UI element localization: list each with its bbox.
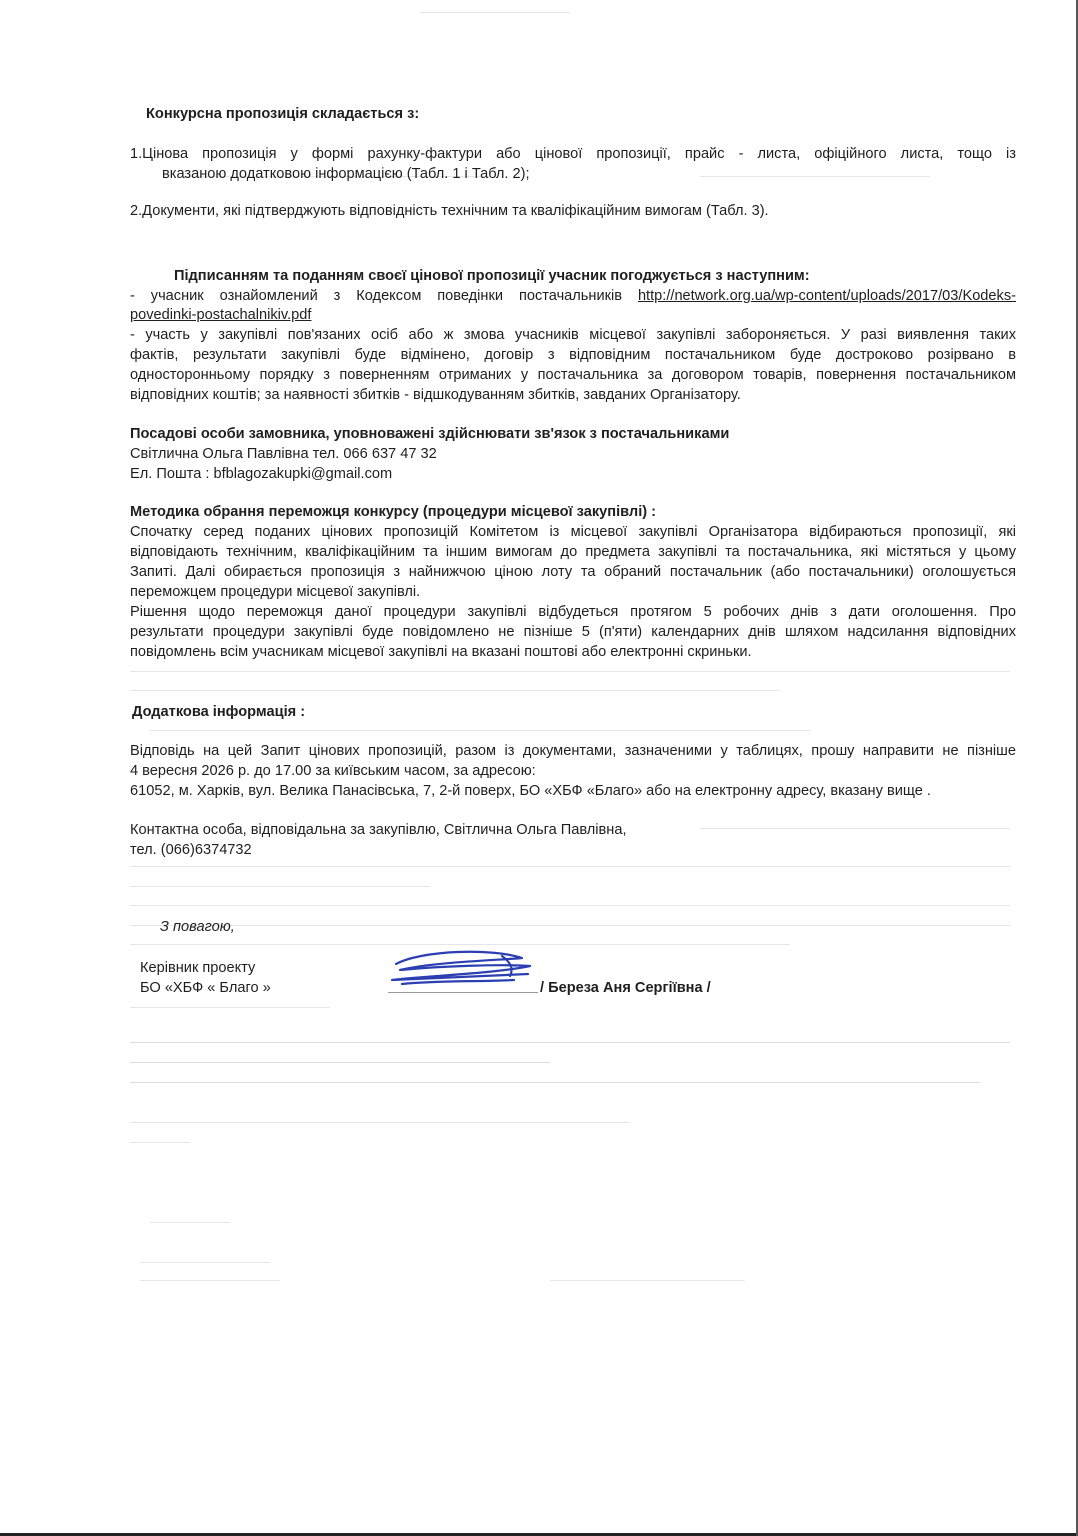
composition-item-1-line-1: 1.Цінова пропозиція у формі рахунку-фактури або цінової пропозиції, прайс - листа, офіційного листа, тощо із [130, 146, 1016, 162]
additional-line-1: Відповідь на цей Запит цінових пропозицій, разом із документами, зазначеними у таблицях, прошу направити не пізніше [130, 743, 1016, 759]
scan-artifact [700, 176, 930, 177]
additional-heading: Додаткова інформація : [132, 704, 306, 720]
scan-artifact [130, 1062, 550, 1063]
additional-line-3: 61052, м. Харків, вул. Велика Панасівська, 7, 2-й поверх, БО «ХБФ «Благо» або на електронну адресу, вказану вище . [130, 783, 931, 799]
signatory-name: / Береза Аня Сергіївна / [540, 980, 711, 996]
scan-artifact [130, 925, 1010, 926]
scan-artifact [130, 1007, 330, 1008]
method-p2-line-3: повідомлень всім учасникам місцевої закупівлі на вказані поштові або електронні скриньки. [130, 644, 752, 660]
scan-artifact [130, 671, 1010, 672]
agreement-bullet-1-text: - учасник ознайомлений з Кодексом поведінки постачальників [130, 288, 638, 304]
scan-artifact [140, 1262, 270, 1263]
scan-artifact [130, 905, 1010, 906]
code-of-conduct-link-continued[interactable]: povedinki-postachalnikiv.pdf [130, 307, 312, 323]
position-line-2: БО «ХБФ « Благо » [140, 980, 271, 996]
position-line-1: Керівник проекту [140, 960, 256, 976]
agreement-bullet-2-line-4: відповідних коштів; за наявності збитків - відшкодуванням збитків, завданих Організатору. [130, 387, 741, 403]
scan-artifact [150, 730, 810, 731]
method-p1-line-4: переможцем процедури місцевої закупівлі. [130, 584, 421, 600]
officials-heading: Посадові особи замовника, уповноважені здійснювати зв'язок з постачальниками [130, 426, 730, 442]
composition-item-2: 2.Документи, які підтверджують відповідність технічним та кваліфікаційним вимогам (Табл. 3). [130, 203, 769, 219]
agreement-bullet-1-line-1 [130, 286, 1016, 306]
contact-person-line-1: Контактна особа, відповідальна за закупівлю, Світлична Ольга Павлівна, [130, 822, 627, 838]
scan-artifact [150, 1222, 230, 1223]
method-p1-line-2: відповідають технічним, кваліфікаційним та іншим вимогам до предмета закупівлі та постачальника, які містяться у цьому [130, 544, 1016, 560]
additional-line-2: 4 вересня 2026 р. до 17.00 за київським часом, за адресою: [130, 763, 536, 779]
scan-artifact [700, 828, 1010, 829]
email-label: Ел. Пошта : [130, 466, 210, 482]
email-address[interactable]: bfblagozakupki@gmail.com [209, 466, 393, 482]
composition-heading: Конкурсна пропозиція складається з: [146, 106, 420, 122]
method-heading: Методика обрання переможця конкурсу (процедури місцевої закупівлі) : [130, 504, 657, 520]
agreement-bullet-2-line-1: - участь у закупівлі пов'язаних осіб або ж змова учасників місцевої закупівлі забороняється. У разі виявлення таких [130, 327, 1016, 343]
scan-artifact [140, 1280, 280, 1281]
scan-artifact [130, 886, 430, 887]
composition-item-1-line-2: вказаною додатковою інформацією (Табл. 1 і Табл. 2); [162, 166, 530, 182]
regards-text: З повагою, [160, 919, 235, 935]
scan-artifact [130, 1142, 190, 1143]
officials-contact-line: Світлична Ольга Павлівна тел. 066 637 47 32 [130, 446, 437, 462]
signature-line [388, 992, 538, 993]
scan-artifact [130, 866, 1010, 867]
method-p1-line-3: Запиті. Далі обирається пропозиція з найнижчою ціною лоту та обраний постачальник (або постачальники) оголошується [130, 564, 1016, 580]
agreement-bullet-2-line-3: односторонньому порядку з поверненням отриманих у постачальника за договором товарів, повернення постачальником [130, 367, 1016, 383]
scan-artifact [550, 1280, 745, 1281]
scan-artifact [130, 690, 780, 691]
contact-person-line-2: тел. (066)6374732 [130, 842, 252, 858]
handwritten-signature-icon [382, 944, 542, 992]
scan-artifact [420, 12, 570, 13]
code-of-conduct-link[interactable]: http://network.org.ua/wp-content/uploads/2017/03/Kodeks- [637, 288, 1016, 304]
scan-artifact [130, 1082, 980, 1083]
agreement-bullet-2-line-2: фактів, результати закупівлі буде відмінено, договір з відповідним постачальником буде достроково розірвано в [130, 347, 1016, 363]
method-p2-line-1: Рішення щодо переможця даної процедури закупівлі відбудеться протягом 5 робочих днів з дати оголошення. Про [130, 604, 1016, 620]
scan-artifact [130, 1122, 630, 1123]
agreement-heading: Підписанням та поданням своєї цінової пропозиції учасник погоджується з наступним: [174, 268, 810, 284]
officials-email-line [130, 464, 392, 484]
method-p2-line-2: результати процедури закупівлі буде повідомлено не пізніше 5 (п'яти) календарних днів шляхом надсилання відповідних [130, 624, 1016, 640]
scan-artifact [130, 1042, 1010, 1043]
method-p1-line-1: Спочатку серед поданих цінових пропозицій Комітетом із місцевої закупівлі Організатора відбираються пропозиції, які [130, 524, 1016, 540]
